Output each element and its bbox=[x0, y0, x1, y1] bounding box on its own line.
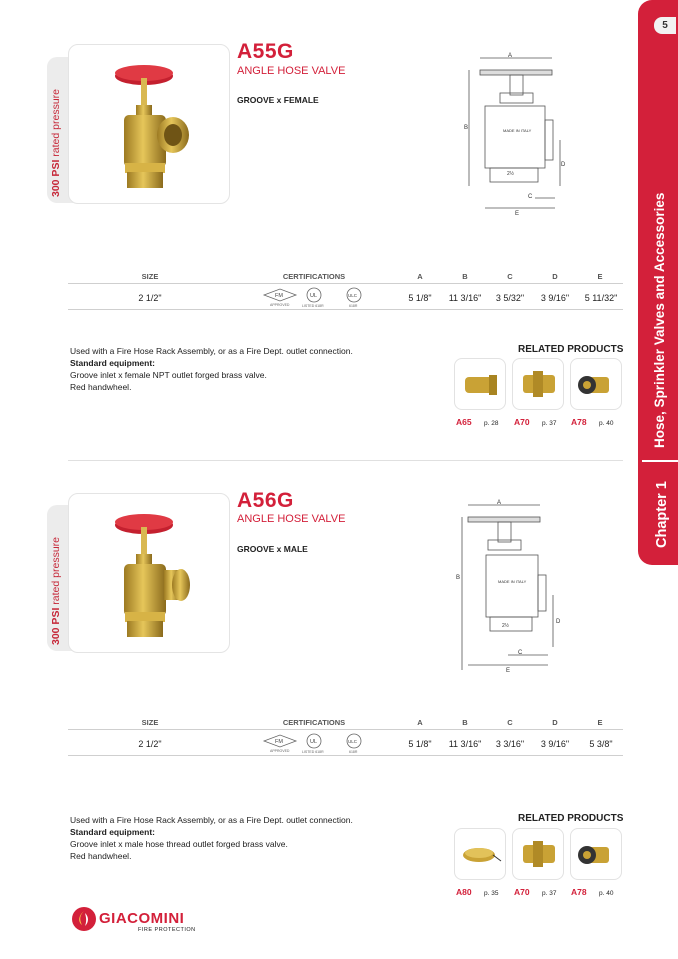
brand-name: GIACOMINI bbox=[99, 910, 185, 927]
th-a: A bbox=[417, 718, 423, 727]
brand-tagline: FIRE PROTECTION bbox=[138, 927, 196, 933]
th-d: D bbox=[552, 272, 558, 281]
related-product-card[interactable] bbox=[512, 828, 564, 880]
cell-e: 5 11/32" bbox=[584, 293, 618, 303]
ulc-mark: ULC bbox=[348, 293, 358, 298]
chapter-title: Hose, Sprinkler Valves and Accessories bbox=[652, 192, 667, 448]
dim-b: B bbox=[464, 125, 469, 131]
related-a70[interactable]: A70 p. 37 bbox=[514, 417, 557, 427]
related-product-card[interactable] bbox=[570, 358, 622, 410]
ul-caption: LISTED 618R bbox=[302, 304, 324, 308]
certification-marks bbox=[262, 733, 372, 755]
related-a80[interactable]: A80 p. 35 bbox=[456, 887, 499, 897]
cell-c: 3 3/16" bbox=[495, 739, 525, 749]
table-rule bbox=[68, 755, 623, 756]
table-rule bbox=[68, 729, 623, 730]
ulc-caption: 618R bbox=[349, 750, 358, 754]
related-products-title: RELATED PRODUCTS bbox=[518, 813, 624, 824]
cell-d: 3 9/16" bbox=[540, 739, 570, 749]
fm-mark: FM bbox=[275, 739, 283, 745]
connection-type: GROOVE x FEMALE bbox=[237, 95, 319, 105]
pressure-rating: 300 PSI rated pressure bbox=[50, 89, 62, 197]
dim-c: C bbox=[528, 194, 533, 200]
cell-d: 3 9/16" bbox=[540, 293, 570, 303]
chapter-separator bbox=[642, 460, 678, 462]
chapter-label: Chapter 1 bbox=[654, 481, 670, 548]
th-size: SIZE bbox=[141, 272, 159, 281]
product-subtitle: ANGLE HOSE VALVE bbox=[237, 513, 346, 525]
ul-mark: UL bbox=[310, 293, 318, 299]
drawing-size: 2½ bbox=[507, 171, 514, 177]
cell-b: 11 3/16" bbox=[448, 739, 482, 749]
technical-drawing bbox=[455, 48, 580, 218]
fm-caption: APPROVED bbox=[270, 303, 290, 307]
model-number: A55G bbox=[237, 40, 294, 63]
pressure-rating: 300 PSI rated pressure bbox=[50, 537, 62, 645]
fm-caption: APPROVED bbox=[270, 749, 290, 753]
related-product-card[interactable] bbox=[454, 828, 506, 880]
ul-caption: LISTED 618R bbox=[302, 750, 324, 754]
connection-type: GROOVE x MALE bbox=[237, 544, 308, 554]
product-description: Used with a Fire Hose Rack Assembly, or as a Fire Dept. outlet connection. Standard equipment: Groove inlet x male hose thread outlet forged brass valve. Red handwheel. bbox=[70, 815, 353, 861]
dim-c: C bbox=[518, 650, 523, 656]
related-product-card[interactable] bbox=[570, 828, 622, 880]
th-e: E bbox=[597, 272, 603, 281]
cell-c: 3 5/32" bbox=[495, 293, 525, 303]
th-b: B bbox=[462, 718, 468, 727]
th-size: SIZE bbox=[141, 718, 159, 727]
cell-b: 11 3/16" bbox=[448, 293, 482, 303]
dim-e: E bbox=[515, 211, 520, 217]
product-description: Used with a Fire Hose Rack Assembly, or as a Fire Dept. outlet connection. Standard equipment: Groove inlet x female NPT outlet forged brass valve. Red handwheel. bbox=[70, 346, 353, 392]
dim-a: A bbox=[508, 53, 513, 59]
ulc-caption: 618R bbox=[349, 304, 358, 308]
related-product-card[interactable] bbox=[454, 358, 506, 410]
product-subtitle: ANGLE HOSE VALVE bbox=[237, 65, 346, 77]
related-product-card[interactable] bbox=[512, 358, 564, 410]
giacomini-logo-icon bbox=[70, 905, 98, 933]
th-c: C bbox=[507, 272, 513, 281]
drawing-size: 2½ bbox=[502, 623, 509, 629]
cell-size: 2 1/2" bbox=[138, 739, 162, 749]
page-number: 5 bbox=[654, 17, 676, 34]
product-photo bbox=[68, 493, 230, 653]
angle-valve-image bbox=[69, 45, 231, 205]
related-a70[interactable]: A70 p. 37 bbox=[514, 887, 557, 897]
dim-a: A bbox=[497, 500, 502, 506]
th-c: C bbox=[507, 718, 513, 727]
th-certifications: CERTIFICATIONS bbox=[282, 718, 346, 727]
model-number: A56G bbox=[237, 489, 294, 512]
angle-valve-image bbox=[69, 494, 231, 654]
cell-a: 5 1/8" bbox=[408, 739, 432, 749]
drawing-label: MADE IN ITALY bbox=[498, 579, 527, 584]
cell-e: 5 3/8" bbox=[589, 739, 613, 749]
related-products-title: RELATED PRODUCTS bbox=[518, 344, 624, 355]
th-e: E bbox=[597, 718, 603, 727]
section-divider bbox=[68, 460, 623, 461]
cell-a: 5 1/8" bbox=[408, 293, 432, 303]
th-a: A bbox=[417, 272, 423, 281]
related-a65[interactable]: A65 p. 28 bbox=[456, 417, 499, 427]
fm-mark: FM bbox=[275, 293, 283, 299]
drawing-label: MADE IN ITALY bbox=[503, 128, 532, 133]
dim-d: D bbox=[561, 162, 566, 168]
dim-e: E bbox=[506, 668, 511, 674]
table-rule bbox=[68, 309, 623, 310]
dim-d: D bbox=[556, 619, 561, 625]
th-d: D bbox=[552, 718, 558, 727]
cell-size: 2 1/2" bbox=[138, 293, 162, 303]
th-b: B bbox=[462, 272, 468, 281]
ulc-mark: ULC bbox=[348, 739, 358, 744]
technical-drawing bbox=[448, 495, 573, 675]
ul-mark: UL bbox=[310, 739, 318, 745]
th-certifications: CERTIFICATIONS bbox=[282, 272, 346, 281]
related-a78[interactable]: A78 p. 40 bbox=[571, 887, 614, 897]
product-photo bbox=[68, 44, 230, 204]
related-a78[interactable]: A78 p. 40 bbox=[571, 417, 614, 427]
certification-marks bbox=[262, 287, 372, 309]
dim-b: B bbox=[456, 575, 461, 581]
table-rule bbox=[68, 283, 623, 284]
